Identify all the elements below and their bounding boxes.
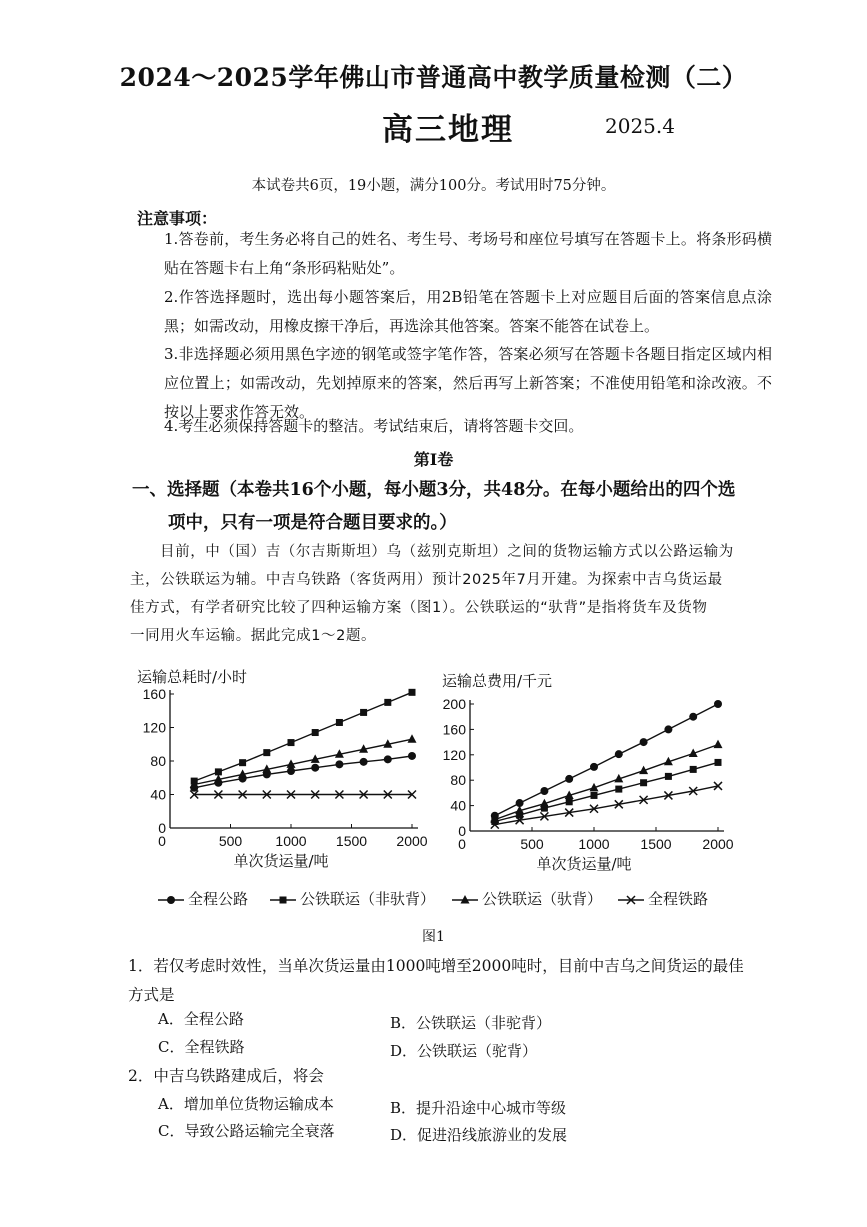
data-point	[408, 734, 417, 743]
y-tick-label: 120	[142, 719, 166, 736]
chart-2	[442, 672, 734, 873]
y-tick-label: 0	[458, 823, 466, 839]
question-2-option-a[interactable]: A．增加单位货物运输成本	[158, 1095, 334, 1113]
x-tick-label: 500	[218, 833, 243, 849]
x-tick-label: 2000	[702, 836, 734, 852]
legend-label: 公铁联运（驮背）	[482, 890, 603, 908]
question-1-stem-line-2: 方式是	[128, 986, 175, 1004]
cross-marker-icon	[618, 893, 644, 907]
series-line-3	[495, 745, 718, 820]
figure-label: 图1	[422, 929, 445, 945]
data-point	[311, 764, 319, 772]
data-point	[312, 729, 319, 736]
x-axis-label: 单次货运量/吨	[233, 852, 329, 870]
legend-item	[452, 888, 602, 909]
series-line-3	[194, 739, 412, 784]
legend-label: 全程公路	[188, 890, 249, 908]
passage-line: 主，公铁联运为辅。中吉乌铁路（客货两用）预计2025年7月开建。为探索中吉乌货运最	[130, 572, 723, 588]
data-point	[360, 709, 367, 716]
question-1	[128, 952, 778, 1010]
data-point	[591, 792, 598, 799]
notice-item-2: 2.作答选择题时，选出每小题答案后，用2B铅笔在答题卡上对应题目后面的答案信息点涂黑；如需改动，用橡皮擦干净后，再选涂其他答案。答案不能答在试卷上。	[164, 288, 772, 335]
data-point	[615, 786, 622, 793]
x-axis-label: 单次货运量/吨	[536, 855, 632, 873]
data-point	[566, 798, 573, 805]
notice-item-1: 1.答卷前，考生务必将自己的姓名、考生号、考场号和座位号填写在答题卡上。将条形码横贴在答题卡右上角“条形码粘贴处”。	[164, 230, 772, 277]
data-point	[287, 767, 295, 775]
question-1-option-d[interactable]: D．公铁联运（驼背）	[390, 1042, 538, 1060]
y-axis-label: 运输总耗时/小时	[137, 668, 248, 686]
passage-line: 佳方式，有学者研究比较了四种运输方案（图1）。公铁联运的“驮背”是指将货车及货物	[130, 600, 708, 616]
question-2-option-d[interactable]: D．促进沿线旅游业的发展	[390, 1126, 568, 1144]
chart-1	[137, 668, 428, 870]
x-tick-label: 0	[158, 833, 166, 849]
legend-marker	[461, 895, 470, 904]
data-point	[360, 758, 368, 766]
exam-title: 2024～2025学年佛山市普通高中教学质量检测（二）	[119, 63, 748, 92]
y-axis-label: 运输总费用/千元	[442, 672, 553, 690]
data-point	[615, 750, 623, 758]
y-tick-label: 80	[450, 772, 466, 789]
x-tick-label: 1000	[578, 836, 610, 852]
data-point	[714, 700, 722, 708]
data-point	[714, 740, 723, 749]
data-point	[665, 773, 672, 780]
passage-line: 目前，中（国）吉（尔吉斯斯坦）乌（兹别克斯坦）之间的货物运输方式以公路运输为	[160, 544, 734, 560]
y-tick-label: 0	[158, 820, 166, 836]
notice-item-3: 3.非选择题必须用黑色字迹的钢笔或签字笔作答，答案必须写在答题卡各题目指定区域内相应位置上；如需改动，先划掉原来的答案，然后再写上新答案；不准使用铅笔和涂改液。不按以上要求作答无效。	[164, 345, 772, 421]
passage-line: 一同用火车运输。据此完成1～2题。	[130, 628, 377, 644]
legend-item	[618, 888, 708, 909]
subject-title: 高三地理	[382, 112, 514, 148]
legend-item	[270, 888, 435, 909]
y-tick-label: 160	[142, 686, 166, 702]
x-tick-label: 1000	[275, 833, 307, 849]
section-heading-line-1: 一、选择题（本卷共16个小题，每小题3分，共48分。在每小题给出的四个选	[132, 480, 736, 500]
series-line-1	[194, 756, 412, 788]
question-2	[128, 1062, 778, 1091]
data-point	[540, 787, 548, 795]
x-tick-label: 1500	[335, 833, 368, 849]
exam-date: 2025.4	[605, 114, 675, 138]
data-point	[640, 738, 648, 746]
series-line-2	[194, 692, 412, 781]
x-tick-label: 2000	[396, 833, 428, 849]
data-point	[384, 699, 391, 706]
circle-marker-icon	[158, 893, 184, 907]
legend-label: 公铁联运（非驮背）	[300, 890, 436, 908]
legend-marker	[167, 896, 175, 904]
data-point	[640, 779, 647, 786]
question-2-option-c[interactable]: C．导致公路运输完全衰落	[158, 1122, 335, 1140]
data-point	[408, 752, 416, 760]
data-point	[690, 766, 697, 773]
notice-title: 注意事项：	[137, 209, 218, 228]
series-line-1	[495, 704, 718, 816]
legend-label: 全程铁路	[648, 890, 709, 908]
y-tick-label: 40	[450, 797, 466, 814]
y-tick-label: 200	[442, 696, 466, 712]
data-point	[664, 725, 672, 733]
data-point	[715, 759, 722, 766]
x-tick-label: 0	[458, 836, 466, 852]
data-point	[335, 760, 343, 768]
data-point	[384, 755, 392, 763]
square-marker-icon	[270, 893, 296, 907]
data-point	[590, 763, 598, 771]
part-label: 第Ⅰ卷	[413, 450, 454, 469]
x-tick-label: 1500	[640, 836, 672, 852]
y-tick-label: 80	[150, 753, 166, 769]
y-tick-label: 40	[150, 786, 166, 803]
data-point	[239, 759, 246, 766]
y-tick-label: 160	[442, 721, 466, 738]
question-2-option-b[interactable]: B．提升沿途中心城市等级	[390, 1099, 567, 1117]
data-point	[215, 768, 222, 775]
y-tick-label: 120	[442, 746, 466, 763]
data-point	[288, 739, 295, 746]
x-tick-label: 500	[520, 836, 544, 852]
data-point	[336, 719, 343, 726]
data-point	[409, 689, 416, 696]
legend-item	[158, 888, 248, 909]
section-heading-line-2: 项中，只有一项是符合题目要求的。）	[168, 513, 457, 533]
question-1-option-a[interactable]: A．全程公路	[158, 1010, 244, 1028]
data-point	[689, 713, 697, 721]
notice-item-4: 4.考生必须保持答题卡的整洁。考试结束后，请将答题卡交回。	[164, 417, 584, 435]
question-2-stem: 2．中吉乌铁路建成后，将会	[128, 1067, 324, 1085]
triangle-marker-icon	[452, 893, 478, 907]
legend-marker	[280, 897, 287, 904]
exam-intro: 本试卷共6页，19小题，满分100分。考试用时75分钟。	[251, 178, 616, 194]
data-point	[263, 749, 270, 756]
question-1-option-c[interactable]: C．全程铁路	[158, 1038, 245, 1056]
question-1-option-b[interactable]: B．公铁联运（非驼背）	[390, 1014, 552, 1032]
data-point	[565, 775, 573, 783]
question-1-stem-line-1: 1．若仅考虑时效性，当单次货运量由1000吨增至2000吨时，目前中吉乌之间货运的最佳	[128, 957, 744, 975]
